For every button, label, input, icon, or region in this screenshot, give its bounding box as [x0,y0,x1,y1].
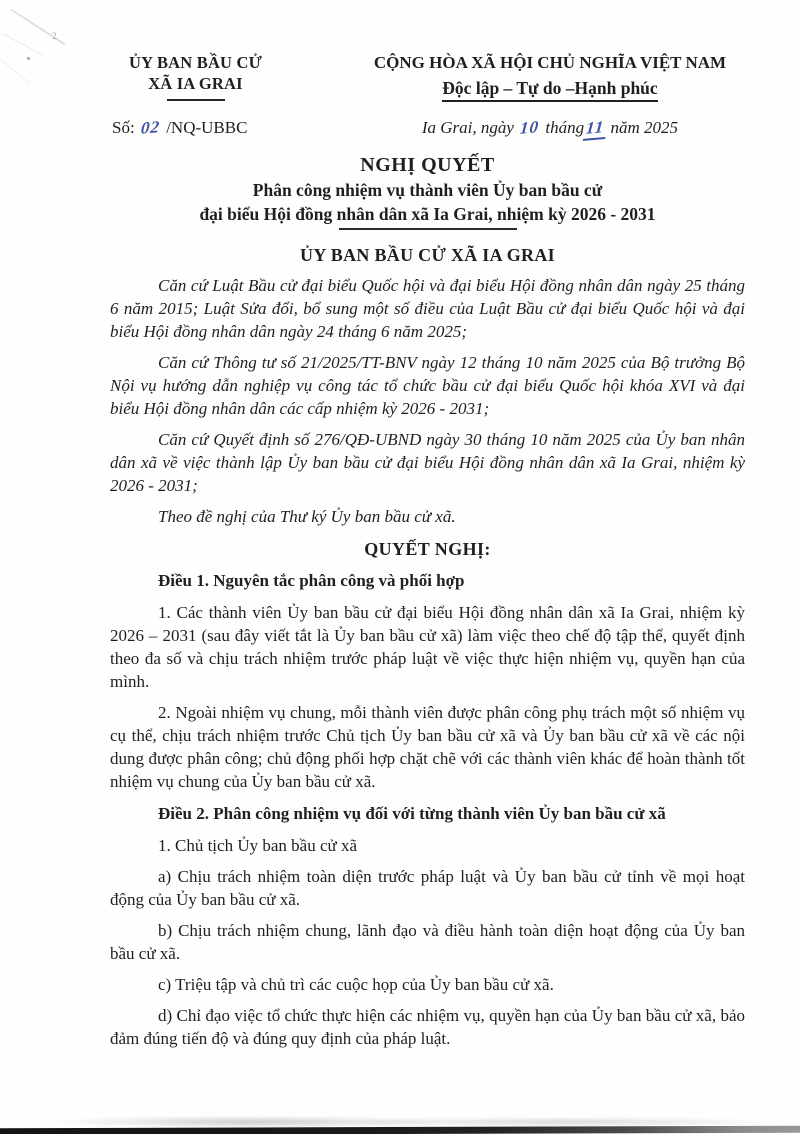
document-header [0,0,800,102]
date-prefix: Ia Grai, ngày [421,118,514,137]
agency-underline [167,99,225,101]
article-2-heading: Điều 2. Phân công nhiệm vụ đối với từng thành viên Ủy ban bầu cử xã [158,804,666,823]
title-underline [339,228,517,230]
resolve-heading: QUYẾT NGHỊ: [364,539,491,559]
number-label: Số: [112,118,135,137]
article-2-paragraph: b) Chịu trách nhiệm chung, lãnh đạo và điều hành toàn diện hoạt động của Ủy ban bầu cử xã. [110,921,745,963]
number-suffix: /NQ-UBBC [166,118,248,137]
preamble-paragraph: Theo đề nghị của Thư ký Ủy ban bầu cử xã. [158,507,456,526]
scan-page-edge [0,1126,800,1134]
document-body [0,274,800,1050]
article-2-paragraph: 1. Chủ tịch Ủy ban bầu cử xã [158,836,358,855]
agency-name-line2: XÃ IA GRAI [148,74,243,93]
scan-noise-dot [27,57,30,60]
national-title: CỘNG HÒA XÃ HỘI CHỦ NGHĨA VIỆT NAM [373,53,727,72]
reference-row [0,118,800,140]
date-month-word: tháng [545,118,585,137]
issuing-body-heading: ỦY BAN BẦU CỬ XÃ IA GRAI [300,245,555,265]
preamble-paragraph: Căn cứ Luật Bầu cử đại biểu Quốc hội và đại biểu Hội đồng nhân dân ngày 25 tháng 6 năm 2015; Luật Sửa đổi, bổ sung một số điều của Luật Bầu cử đại biểu Quốc hội và đại biểu Hội đồng nhân dân ngày 24 tháng 6 năm 2025; [110,276,745,341]
handwritten-day: 10 [519,117,541,138]
document-title: NGHỊ QUYẾT [360,154,495,176]
date-suffix: năm 2025 [610,118,678,137]
issuing-agency-block [78,52,313,102]
article-1-paragraph: 2. Ngoài nhiệm vụ chung, mỗi thành viên được phân công phụ trách một số nhiệm vụ cụ thể, chịu trách nhiệm trước Chủ tịch Ủy ban bầu cử xã và Ủy ban bầu cử xã về các nội dung được phân công; chủ động phối hợp chặt chẽ với các thành viên khác để hoàn thành tốt nhiệm vụ chung của Ủy ban bầu cử xã. [110,703,745,791]
document-subtitle-line2: đại biểu Hội đồng nhân dân xã Ia Grai, nhiệm kỳ 2026 - 2031 [199,204,656,224]
article-2-paragraph: a) Chịu trách nhiệm toàn diện trước pháp luật và Ủy ban bầu cử tỉnh về mọi hoạt động của Ủy ban bầu cử xã. [110,867,745,909]
article-1-paragraph: 1. Các thành viên Ủy ban bầu cử đại biểu Hội đồng nhân dân xã Ia Grai, nhiệm kỳ 2026 – 2031 (sau đây viết tắt là Ủy ban bầu cử xã) làm việc theo chế độ tập thể, quyết định theo đa số và chịu trách nhiệm trước pháp luật về việc thực hiện nhiệm vụ, quyền hạn của mình. [110,603,745,691]
title-block [0,152,800,230]
preamble-paragraph: Căn cứ Thông tư số 21/2025/TT-BNV ngày 12 tháng 10 năm 2025 của Bộ trưởng Bộ Nội vụ hướng dẫn nghiệp vụ công tác tổ chức bầu cử đại biểu Quốc hội khóa XVI và đại biểu Hội đồng nhân dân các cấp nhiệm kỳ 2026 - 2031; [110,353,745,418]
place-date-line [422,118,678,140]
document-number [112,118,247,138]
document-subtitle-line1: Phân công nhiệm vụ thành viên Ủy ban bầu cử [252,180,603,200]
national-header-block [335,52,765,102]
agency-name-line1: ỦY BAN BẦU CỬ [129,53,262,72]
preamble-paragraph: Căn cứ Quyết định số 276/QĐ-UBND ngày 30 tháng 10 năm 2025 của Ủy ban nhân dân xã về việc thành lập Ủy ban bầu cử đại biểu Hội đồng nhân dân xã Ia Grai, nhiệm kỳ 2026 - 2031; [110,430,745,495]
handwritten-month: 11 [583,117,607,141]
article-1-heading: Điều 1. Nguyên tắc phân công và phối hợp [158,571,465,590]
national-motto: Độc lập – Tự do –Hạnh phúc [442,77,657,102]
handwritten-number: 02 [140,117,161,138]
article-2-paragraph: d) Chỉ đạo việc tổ chức thực hiện các nhiệm vụ, quyền hạn của Ủy ban bầu cử xã, bảo đảm đúng tiến độ và đúng quy định của pháp luật. [110,1006,745,1048]
scan-noise-mark: 2 [51,30,58,43]
article-2-paragraph: c) Triệu tập và chủ trì các cuộc họp của Ủy ban bầu cử xã. [158,975,554,994]
